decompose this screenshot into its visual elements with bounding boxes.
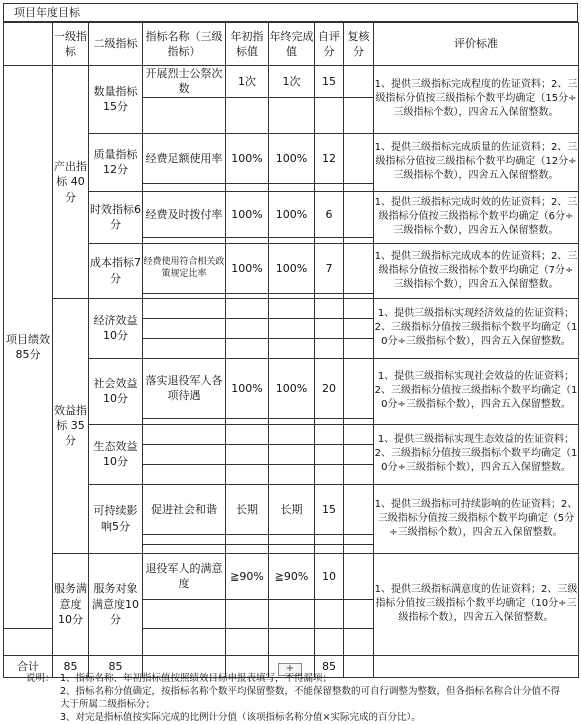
cost-initial: 100% — [226, 243, 269, 293]
cost-criteria: 1、提供三级指标完成成本的佐证资料；2、三级指标分值按三级指标个数平均确定（7分÷三级指标个数），四舍五入保留整数。 — [374, 243, 579, 298]
economic-criteria: 1、提供三级指标实现经济效益的佐证资料；2、三级指标分值按三级指标个数平均确定（10分÷三级指标个数），四舍五入保留整数。 — [374, 298, 579, 358]
quality-criteria: 1、提供三级指标完成质量的佐证资料；2、三级指标分值按三级指标个数平均确定（12分÷三级指标个数），四舍五入保留整数。 — [374, 133, 579, 191]
social-self-score: 20 — [315, 358, 344, 418]
quantity-final: 1次 — [269, 66, 315, 98]
social-final: 100% — [269, 358, 315, 418]
quality-self-score: 12 — [315, 133, 344, 183]
notes — [26, 672, 566, 724]
note-1: 1、指标名称、年初指标值按照绩效目标申报表填写，不得漏项； — [60, 673, 333, 684]
cost-review — [344, 243, 374, 293]
timeliness-initial: 100% — [226, 191, 269, 237]
satisfaction-self-score: 10 — [315, 553, 344, 599]
satisfaction-level1-label: 服务满意度10分 — [53, 553, 89, 655]
table-row — [4, 553, 579, 599]
social-review — [344, 358, 374, 418]
satisfaction-final: ≧90% — [269, 553, 315, 599]
sustainable-final: 长期 — [269, 484, 315, 534]
header-name: 指标名称（三级指标） — [143, 23, 226, 66]
satisfaction-name: 退役军人的满意度 — [143, 553, 226, 599]
table-row — [4, 484, 579, 534]
sustainable-initial: 长期 — [226, 484, 269, 534]
notes-lead: 说明： — [26, 673, 55, 684]
satisfaction-criteria: 1、提供三级指标满意度的佐证资料；2、三级指标分值按三级指标个数平均确定（10分÷三级指标个数），四舍五入保留整数。 — [374, 553, 579, 655]
table-header — [4, 23, 579, 66]
total-level2: 85 — [89, 655, 143, 677]
cost-final: 100% — [269, 243, 315, 293]
sustainable-name: 促进社会和谐 — [143, 484, 226, 534]
quality-label: 质量指标12分 — [89, 133, 143, 191]
table-row — [4, 66, 579, 98]
satisfaction-initial: ≧90% — [226, 553, 269, 599]
quality-name: 经费足额使用率 — [143, 133, 226, 183]
header-final: 年终完成值 — [269, 23, 315, 66]
timeliness-label: 时效指标6分 — [89, 191, 143, 243]
satisfaction-label: 服务对象满意度10分 — [89, 553, 143, 655]
sustainable-criteria: 1、提供三级指标可持续影响的佐证资料；2、三级指标分值按三级指标个数平均确定（5分÷三级指标个数），四舍五入保留整数。 — [374, 484, 579, 553]
sustainable-label: 可持续影响5分 — [89, 484, 143, 553]
table-row — [4, 358, 579, 418]
economic-label: 经济效益10分 — [89, 298, 143, 358]
timeliness-self-score: 6 — [315, 191, 344, 237]
social-name: 落实退役军人各项待遇 — [143, 358, 226, 418]
header-level1: 一级指标 — [53, 23, 89, 66]
header-self-score: 自评分 — [315, 23, 344, 66]
page-title: 项目年度目标 — [3, 3, 578, 22]
total-label: 合计 — [4, 655, 53, 677]
timeliness-name: 经费及时拨付率 — [143, 191, 226, 237]
total-level1: 85 — [53, 655, 89, 677]
table-row — [4, 243, 579, 293]
header-level2: 二级指标 — [89, 23, 143, 66]
quantity-criteria: 1、提供三级指标完成程度的佐证资料；2、三级指标分值按三级指标个数平均确定（15分÷三级指标个数），四舍五入保留整数。 — [374, 66, 579, 134]
quality-final: 100% — [269, 133, 315, 183]
table-row — [4, 298, 579, 318]
quality-review — [344, 133, 374, 183]
expand-button[interactable]: + — [278, 663, 302, 676]
output-label: 产出指标 40 分 — [53, 66, 89, 299]
quantity-initial: 1次 — [226, 66, 269, 98]
table-row — [4, 133, 579, 183]
timeliness-final: 100% — [269, 191, 315, 237]
evaluation-table — [3, 22, 579, 678]
header-blank — [4, 23, 53, 66]
header-review: 复核分 — [344, 23, 374, 66]
quantity-review — [344, 66, 374, 98]
project-label: 项目绩效85分 — [4, 66, 53, 629]
total-self-score: 85 — [315, 655, 344, 677]
cost-self-score: 7 — [315, 243, 344, 293]
note-2: 2、指标名称分值确定，按指标名称个数平均保留整数，不能保留整数的可自行调整为整数，但各指标名称合计分值不得大于所属二级指标分； — [60, 686, 561, 710]
header-initial: 年初指标值 — [226, 23, 269, 66]
effect-label: 效益指标 35 分 — [53, 298, 89, 553]
timeliness-review — [344, 191, 374, 237]
social-label: 社会效益10分 — [89, 358, 143, 424]
sustainable-self-score: 15 — [315, 484, 344, 534]
cost-name: 经费使用符合相关政策规定比率 — [143, 243, 226, 293]
table-row — [4, 424, 579, 444]
quality-initial: 100% — [226, 133, 269, 183]
header-criteria: 评价标准 — [374, 23, 579, 66]
quantity-label: 数量指标15分 — [89, 66, 143, 134]
quantity-name: 开展烈士公祭次数 — [143, 66, 226, 98]
social-initial: 100% — [226, 358, 269, 418]
social-criteria: 1、提供三级指标实现社会效益的佐证资料；2、三级指标分值按三级指标个数平均确定（10分÷三级指标个数），四舍五入保留整数。 — [374, 358, 579, 424]
satisfaction-review — [344, 553, 374, 599]
ecological-criteria: 1、提供三级指标实现生态效益的佐证资料；2、三级指标分值按三级指标个数平均确定（10分÷三级指标个数），四舍五入保留整数。 — [374, 424, 579, 484]
ecological-label: 生态效益10分 — [89, 424, 143, 484]
timeliness-criteria: 1、提供三级指标完成时效的佐证资料；2、三级指标分值按三级指标个数平均确定（6分÷三级指标个数），四舍五入保留整数。 — [374, 191, 579, 243]
sustainable-review — [344, 484, 374, 534]
cost-label: 成本指标7分 — [89, 243, 143, 298]
note-3: 3、对完是指标值按实际完成的比例计分值（该项指标名称分值×实际完成的百分比）。 — [60, 712, 421, 723]
table-row — [4, 191, 579, 237]
quantity-self-score: 15 — [315, 66, 344, 98]
